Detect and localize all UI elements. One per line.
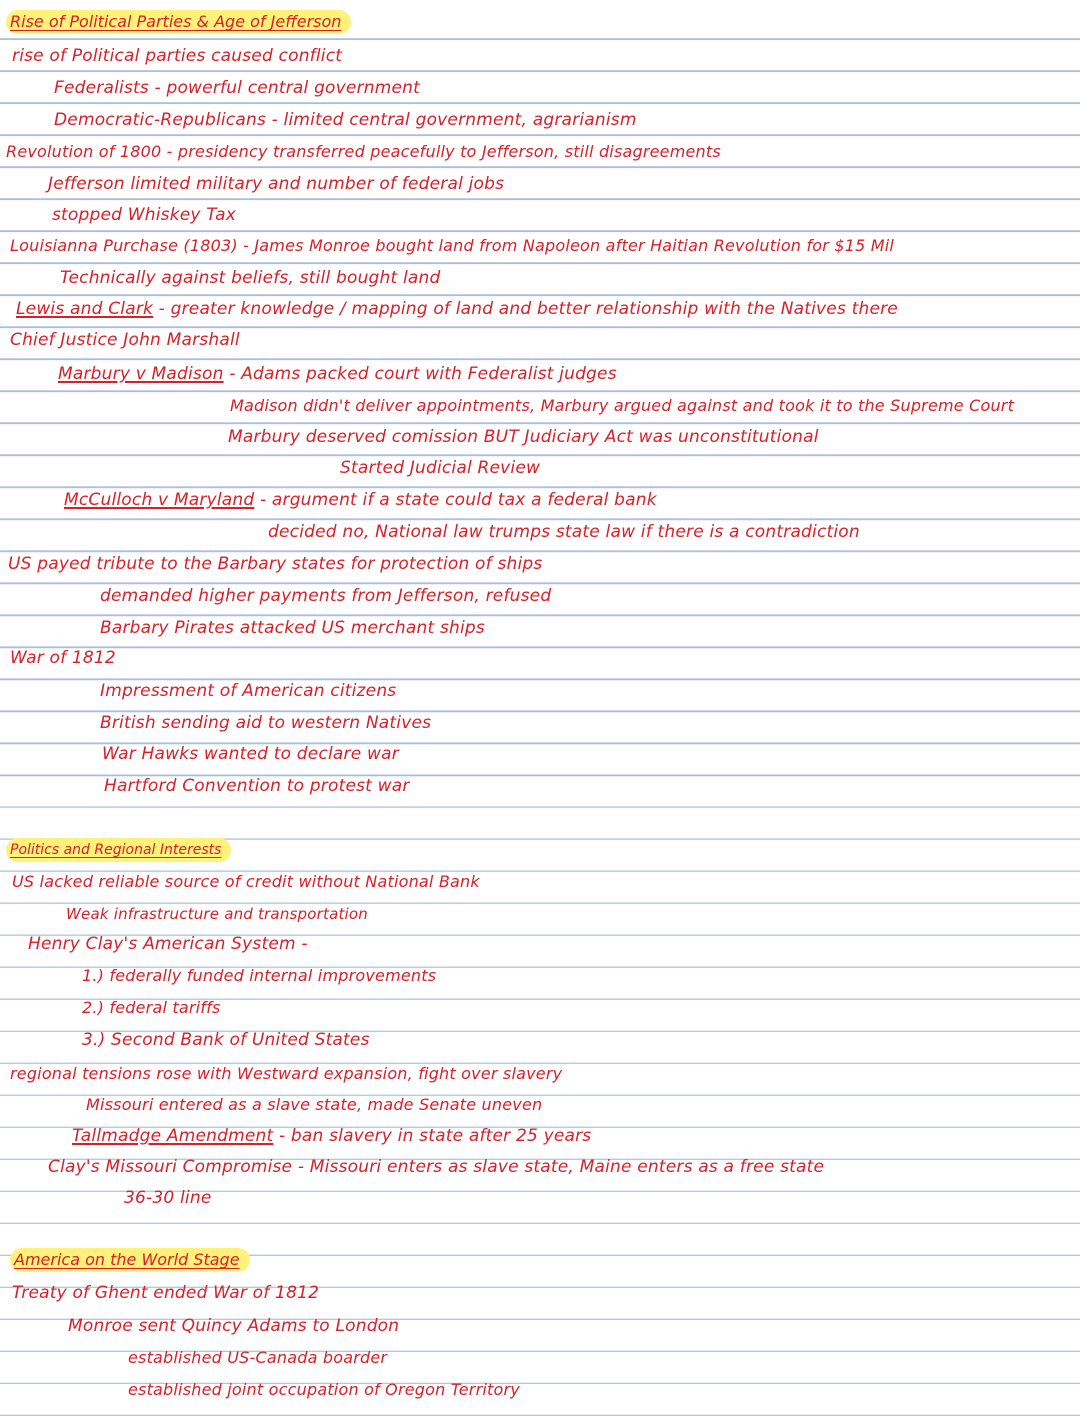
note-line: Democratic-Republicans - limited central government, agrarianism (54, 110, 637, 130)
term-label: Lewis and Clark (16, 299, 154, 319)
note-line: Revolution of 1800 - presidency transferred peacefully to Jefferson, still disagreements (6, 142, 721, 161)
note-line: Chief Justice John Marshall (10, 330, 240, 350)
section-heading: America on the World Stage (10, 1248, 250, 1272)
note-line (16, 298, 898, 320)
note-line: Marbury deserved comission BUT Judiciary Act was unconstitutional (228, 427, 819, 447)
term-description: - greater knowledge / mapping of land and better relationship with the Natives there (153, 299, 898, 319)
note-line: established US-Canada boarder (128, 1348, 388, 1367)
note-line: rise of Political parties caused conflict (12, 46, 343, 66)
note-line: demanded higher payments from Jefferson, refused (100, 586, 552, 606)
term-description: - argument if a state could tax a federal bank (254, 490, 657, 510)
note-line: Jefferson limited military and number of federal jobs (48, 174, 505, 194)
section-heading: Rise of Political Parties & Age of Jefferson (6, 10, 351, 34)
note-line: War of 1812 (10, 648, 116, 668)
note-line: Impressment of American citizens (100, 681, 397, 701)
note-line: regional tensions rose with Westward expansion, fight over slavery (10, 1064, 563, 1083)
note-line: Technically against beliefs, still bought land (60, 268, 441, 288)
note-line: Missouri entered as a slave state, made Senate uneven (86, 1095, 543, 1114)
note-line: War Hawks wanted to declare war (102, 744, 399, 764)
note-line: Clay's Missouri Compromise - Missouri enters as slave state, Maine enters as a free state (48, 1157, 825, 1177)
note-line: 3.) Second Bank of United States (82, 1030, 370, 1050)
term-label: Marbury v Madison (58, 364, 224, 384)
note-line: Started Judicial Review (340, 458, 541, 478)
note-line: Madison didn't deliver appointments, Marbury argued against and took it to the Supreme Court (230, 396, 1015, 415)
note-line: British sending aid to western Natives (100, 713, 432, 733)
note-line: Barbary Pirates attacked US merchant ships (100, 618, 485, 638)
term-label: McCulloch v Maryland (64, 490, 255, 510)
term-description: - Adams packed court with Federalist judges (223, 364, 617, 384)
note-line: Treaty of Ghent ended War of 1812 (12, 1283, 320, 1303)
term-description: - ban slavery in state after 25 years (273, 1126, 592, 1146)
note-line: Hartford Convention to protest war (104, 776, 410, 796)
note-line (58, 363, 617, 385)
note-line: US lacked reliable source of credit without National Bank (12, 872, 480, 891)
note-line: Monroe sent Quincy Adams to London (68, 1316, 400, 1336)
note-line: 1.) federally funded internal improvements (82, 966, 437, 985)
note-line: Federalists - powerful central government (54, 78, 421, 98)
term-label: Tallmadge Amendment (72, 1126, 274, 1146)
note-line: Louisianna Purchase (1803) - James Monroe bought land from Napoleon after Haitian Revolution for $15 Mil (10, 236, 895, 255)
section-heading: Politics and Regional Interests (6, 838, 231, 862)
note-line: Weak infrastructure and transportation (66, 905, 369, 923)
note-line (64, 489, 657, 511)
note-line: decided no, National law trumps state law if there is a contradiction (268, 522, 860, 542)
note-line: established joint occupation of Oregon Territory (128, 1380, 520, 1399)
note-line: US payed tribute to the Barbary states for protection of ships (8, 554, 543, 574)
note-line: stopped Whiskey Tax (52, 205, 236, 225)
note-line (72, 1125, 591, 1147)
note-line: Henry Clay's American System - (28, 934, 308, 954)
note-line: 2.) federal tariffs (82, 998, 221, 1017)
note-line: 36-30 line (124, 1188, 212, 1208)
